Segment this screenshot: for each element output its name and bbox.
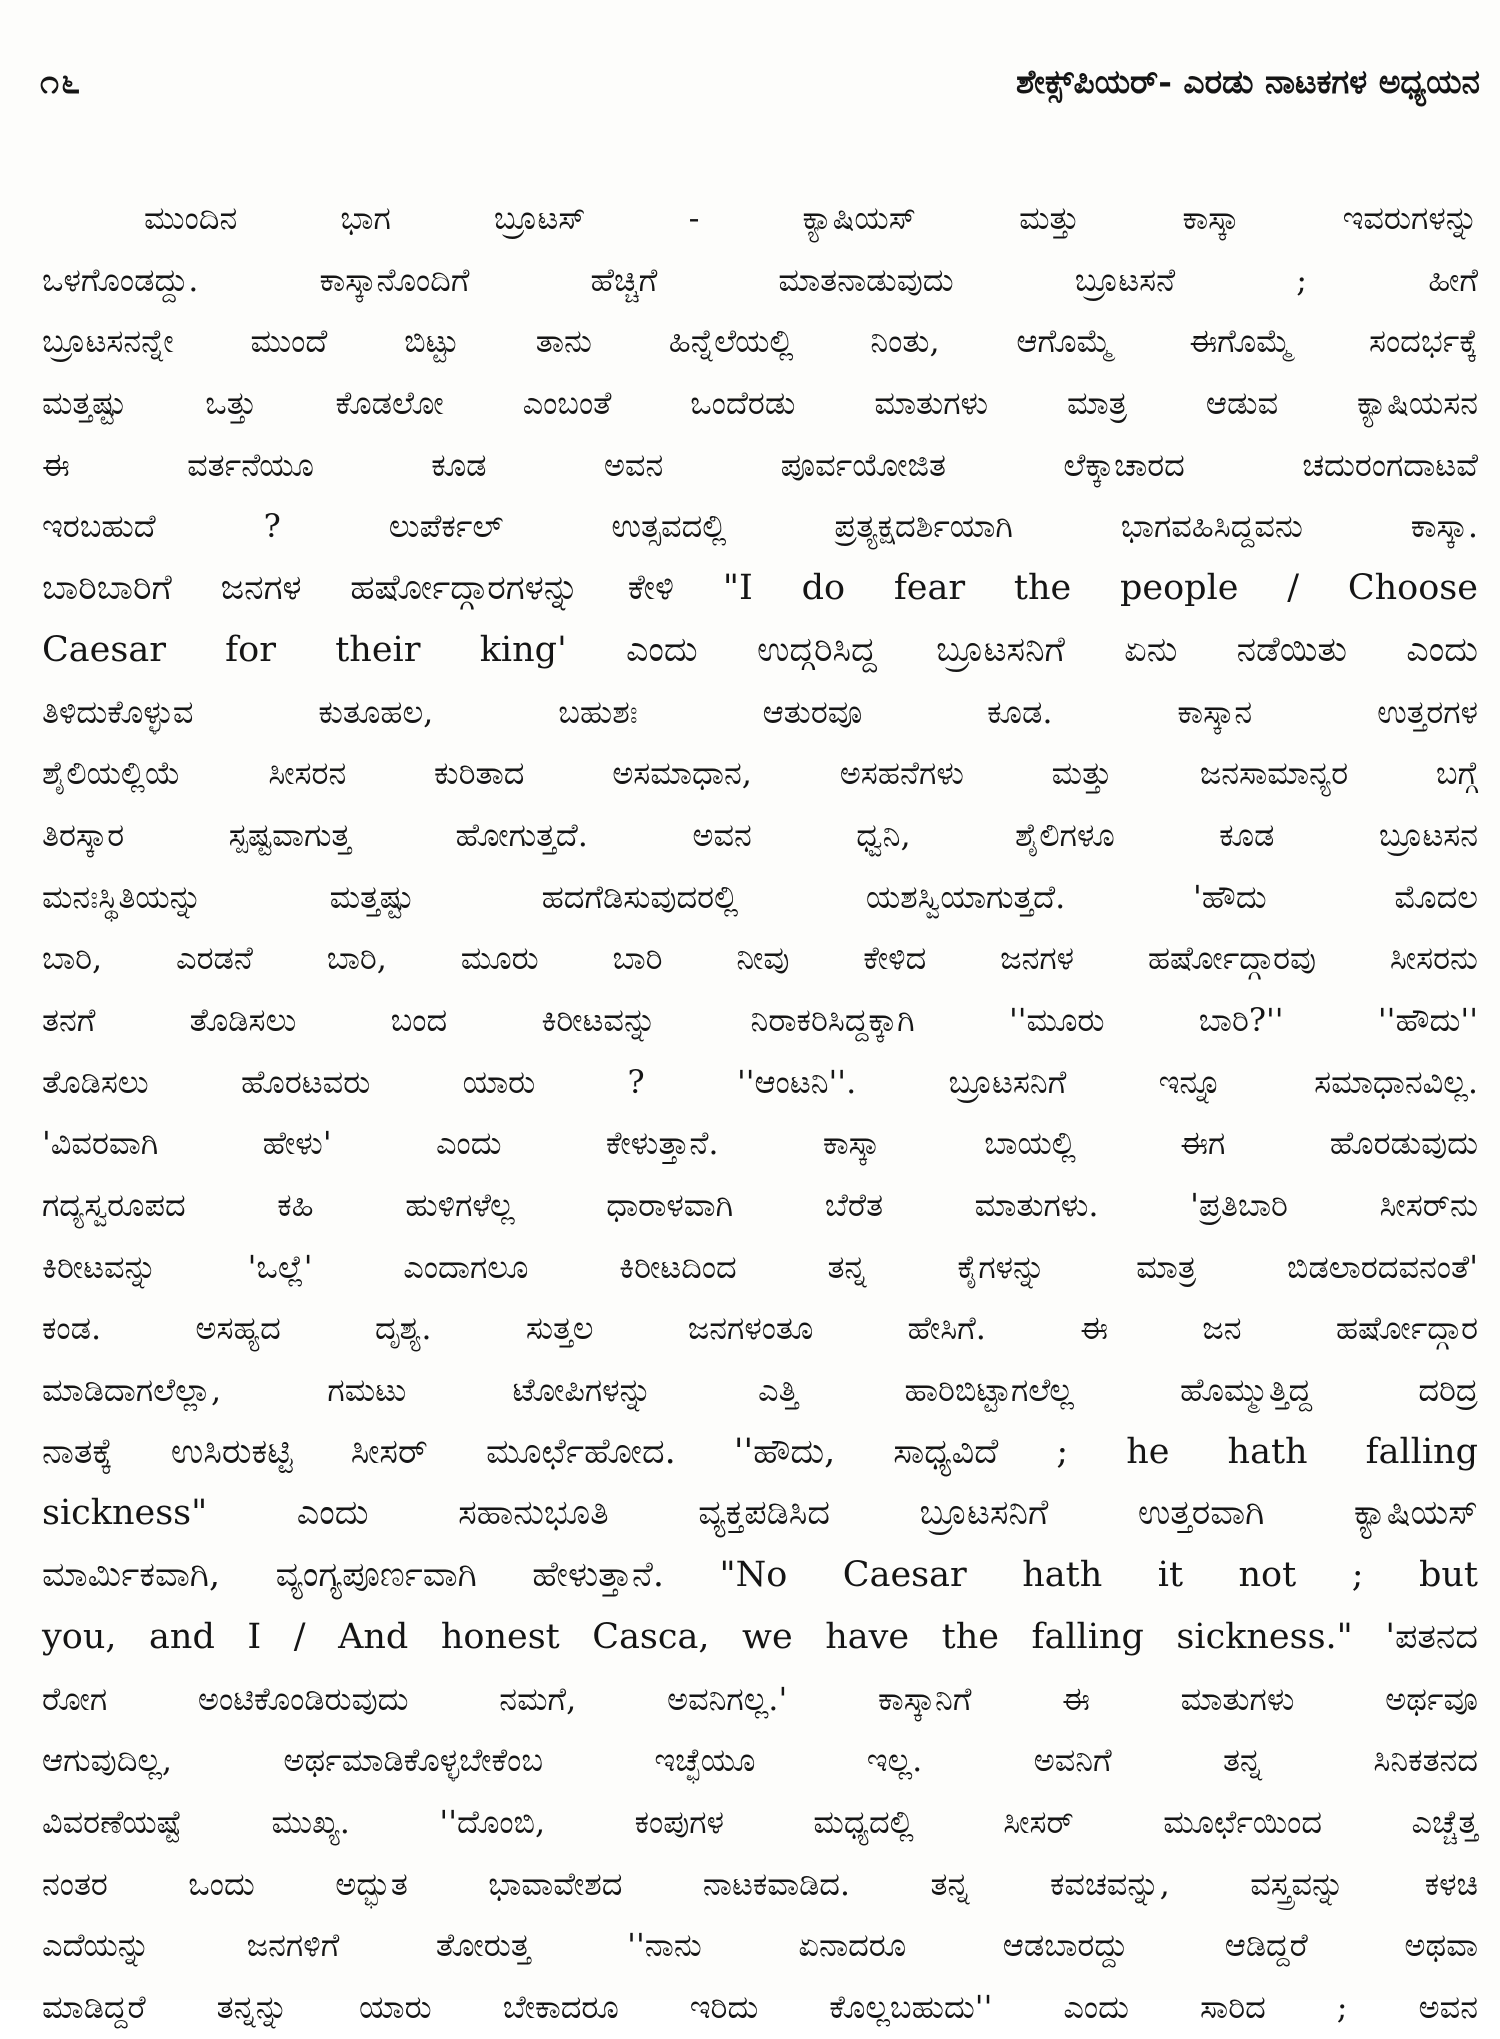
- text-line: ಮಾರ್ಮಿಕವಾಗಿ, ವ್ಯಂಗ್ಯಪೂರ್ಣವಾಗಿ ಹೇಳುತ್ತಾನೆ. "No Caesar hath it not ; but: [42, 1555, 1478, 1596]
- text-line: ಬಾರಿಬಾರಿಗೆ ಜನಗಳ ಹರ್ಷೋದ್ಗಾರಗಳನ್ನು ಕೇಳಿ "I do fear the people / Choose: [42, 568, 1478, 609]
- running-title: ಶೇಕ್ಸ್‌ಪಿಯರ್- ಎರಡು ನಾಟಕಗಳ ಅಧ್ಯಯನ: [1015, 62, 1480, 101]
- text-line: ಬಾರಿ, ಎರಡನೆ ಬಾರಿ, ಮೂರು ಬಾರಿ ನೀವು ಕೇಳಿದ ಜನಗಳ ಹರ್ಷೋದ್ಗಾರವು ಸೀಸರನು: [42, 939, 1478, 978]
- text-line: ಶೈಲಿಯಲ್ಲಿಯೆ ಸೀಸರನ ಕುರಿತಾದ ಅಸಮಾಧಾನ, ಅಸಹನೆಗಳು ಮತ್ತು ಜನಸಾಮಾನ್ಯರ ಬಗ್ಗೆ: [42, 754, 1478, 793]
- text-line: ನಂತರ ಒಂದು ಅದ್ಭುತ ಭಾವಾವೇಶದ ನಾಟಕವಾಡಿದ. ತನ್ನ ಕವಚವನ್ನು, ವಸ್ತ್ರವನ್ನು ಕಳಚಿ: [42, 1864, 1478, 1903]
- body-text: [42, 188, 1478, 2026]
- text-line: ತಿಳಿದುಕೊಳ್ಳುವ ಕುತೂಹಲ, ಬಹುಶಃ ಆತುರವೂ ಕೂಡ. ಕಾಸ್ಕಾನ ಉತ್ತರಗಳ: [42, 692, 1478, 731]
- text-line: sickness" ಎಂದು ಸಹಾನುಭೂತಿ ವ್ಯಕ್ತಪಡಿಸಿದ ಬ್ರೂಟಸನಿಗೆ ಉತ್ತರವಾಗಿ ಕ್ಯಾಷಿಯಸ್: [42, 1493, 1478, 1534]
- text-line: ಕಂಡ. ಅಸಹ್ಯದ ದೃಶ್ಯ. ಸುತ್ತಲ ಜನಗಳಂತೂ ಹೇಸಿಗೆ. ಈ ಜನ ಹರ್ಷೋದ್ಗಾರ: [42, 1309, 1478, 1348]
- text-line: ಗದ್ಯಸ್ವರೂಪದ ಕಹಿ ಹುಳಿಗಳೆಲ್ಲ ಧಾರಾಳವಾಗಿ ಬೆರೆತ ಮಾತುಗಳು. 'ಪ್ರತಿಬಾರಿ ಸೀಸರ್‌ನು: [42, 1186, 1478, 1224]
- page-number: ೧೬: [40, 62, 83, 102]
- text-line: ಒಳಗೊಂಡದ್ದು. ಕಾಸ್ಕಾನೊಂದಿಗೆ ಹೆಚ್ಚಿಗೆ ಮಾತನಾಡುವುದು ಬ್ರೂಟಸನೆ ; ಹೀಗೆ: [42, 260, 1478, 299]
- text-line: Caesar for their king' ಎಂದು ಉದ್ಗರಿಸಿದ್ದ ಬ್ರೂಟಸನಿಗೆ ಏನು ನಡೆಯಿತು ಎಂದು: [42, 629, 1478, 670]
- text-line: 'ವಿವರವಾಗಿ ಹೇಳು' ಎಂದು ಕೇಳುತ್ತಾನೆ. ಕಾಸ್ಕಾ ಬಾಯಲ್ಲಿ ಈಗ ಹೊರಡುವುದು: [42, 1124, 1478, 1163]
- text-line: you, and I / And honest Casca, we have the falling sickness." 'ಪತನದ: [42, 1616, 1478, 1657]
- text-line: ಮನಃಸ್ಥಿತಿಯನ್ನು ಮತ್ತಷ್ಟು ಹದಗೆಡಿಸುವುದರಲ್ಲಿ ಯಶಸ್ವಿಯಾಗುತ್ತದೆ. 'ಹೌದು ಮೊದಲ: [42, 877, 1478, 916]
- text-line: ಮುಂದಿನ ಭಾಗ ಬ್ರೂಟಸ್ - ಕ್ಯಾಷಿಯಸ್ ಮತ್ತು ಕಾಸ್ಕಾ ಇವರುಗಳನ್ನು: [144, 199, 1478, 237]
- text-line: ನಾತಕ್ಕೆ ಉಸಿರುಕಟ್ಟಿ ಸೀಸರ್ ಮೂರ್ಛೆಹೋದ. ''ಹೌದು, ಸಾಧ್ಯವಿದೆ ; he hath falling: [42, 1431, 1478, 1472]
- text-line: ತಿರಸ್ಕಾರ ಸ್ಪಷ್ಟವಾಗುತ್ತ ಹೋಗುತ್ತದೆ. ಅವನ ಧ್ವನಿ, ಶೈಲಿಗಳೂ ಕೂಡ ಬ್ರೂಟಸನ: [42, 815, 1478, 854]
- text-line: ಕಿರೀಟವನ್ನು 'ಒಲ್ಲೆ' ಎಂದಾಗಲೂ ಕಿರೀಟದಿಂದ ತನ್ನ ಕೈಗಳನ್ನು ಮಾತ್ರ ಬಿಡಲಾರದವನಂತೆ': [42, 1247, 1478, 1286]
- text-line: ಮತ್ತಷ್ಟು ಒತ್ತು ಕೊಡಲೋ ಎಂಬಂತೆ ಒಂದೆರಡು ಮಾತುಗಳು ಮಾತ್ರ ಆಡುವ ಕ್ಯಾಷಿಯಸನ: [42, 384, 1478, 423]
- text-line: ತನಗೆ ತೊಡಿಸಲು ಬಂದ ಕಿರೀಟವನ್ನು ನಿರಾಕರಿಸಿದ್ದಕ್ಕಾಗಿ ''ಮೂರು ಬಾರಿ?'' ''ಹೌದು'': [42, 1000, 1478, 1039]
- text-line: ಎದೆಯನ್ನು ಜನಗಳಿಗೆ ತೋರುತ್ತ ''ನಾನು ಏನಾದರೂ ಆಡಬಾರದ್ದು ಆಡಿದ್ದರೆ ಅಥವಾ: [42, 1926, 1478, 1965]
- text-line: ಈ ವರ್ತನೆಯೂ ಕೂಡ ಅವನ ಪೂರ್ವಯೋಜಿತ ಲೆಕ್ಕಾಚಾರದ ಚದುರಂಗದಾಟವೆ: [42, 445, 1478, 484]
- text-line: ಮಾಡಿದ್ದರೆ ತನ್ನನ್ನು ಯಾರು ಬೇಕಾದರೂ ಇರಿದು ಕೊಲ್ಲಬಹುದು'' ಎಂದು ಸಾರಿದ ; ಅವನ: [42, 1987, 1478, 2026]
- text-line: ವಿವರಣೆಯಷ್ಟೆ ಮುಖ್ಯ. ''ದೊಂಬಿ, ಕಂಪುಗಳ ಮಧ್ಯದಲ್ಲಿ ಸೀಸರ್ ಮೂರ್ಛೆಯಿಂದ ಎಚ್ಚೆತ್ತ: [42, 1802, 1478, 1841]
- text-line: ತೊಡಿಸಲು ಹೊರಟವರು ಯಾರು ? ''ಆಂಟನಿ''. ಬ್ರೂಟಸನಿಗೆ ಇನ್ನೂ ಸಮಾಧಾನವಿಲ್ಲ.: [42, 1062, 1478, 1101]
- text-line: ರೋಗ ಅಂಟಿಕೊಂಡಿರುವುದು ನಮಗೆ, ಅವನಿಗಲ್ಲ.' ಕಾಸ್ಕಾನಿಗೆ ಈ ಮಾತುಗಳು ಅರ್ಥವೂ: [42, 1679, 1478, 1718]
- text-line: ಇರಬಹುದೆ ? ಲುಪೆರ್ಕಲ್ ಉತ್ಸವದಲ್ಲಿ ಪ್ರತ್ಯಕ್ಷದರ್ಶಿಯಾಗಿ ಭಾಗವಹಿಸಿದ್ದವನು ಕಾಸ್ಕಾ.: [42, 507, 1478, 546]
- text-line: ಮಾಡಿದಾಗಲೆಲ್ಲಾ, ಗಮಟು ಟೋಪಿಗಳನ್ನು ಎತ್ತಿ ಹಾರಿಬಿಟ್ಟಾಗಲೆಲ್ಲ ಹೊಮ್ಮುತ್ತಿದ್ದ ದರಿದ್ರ: [42, 1371, 1478, 1410]
- text-line: ಬ್ರೂಟಸನನ್ನೇ ಮುಂದೆ ಬಿಟ್ಟು ತಾನು ಹಿನ್ನೆಲೆಯಲ್ಲಿ ನಿಂತು, ಆಗೊಮ್ಮೆ ಈಗೊಮ್ಮೆ ಸಂದರ್ಭಕ್ಕೆ: [42, 322, 1478, 361]
- page-header: [40, 62, 1480, 122]
- text-line: ಆಗುವುದಿಲ್ಲ, ಅರ್ಥಮಾಡಿಕೊಳ್ಳಬೇಕೆಂಬ ಇಚ್ಛೆಯೂ ಇಲ್ಲ. ಅವನಿಗೆ ತನ್ನ ಸಿನಿಕತನದ: [42, 1741, 1478, 1780]
